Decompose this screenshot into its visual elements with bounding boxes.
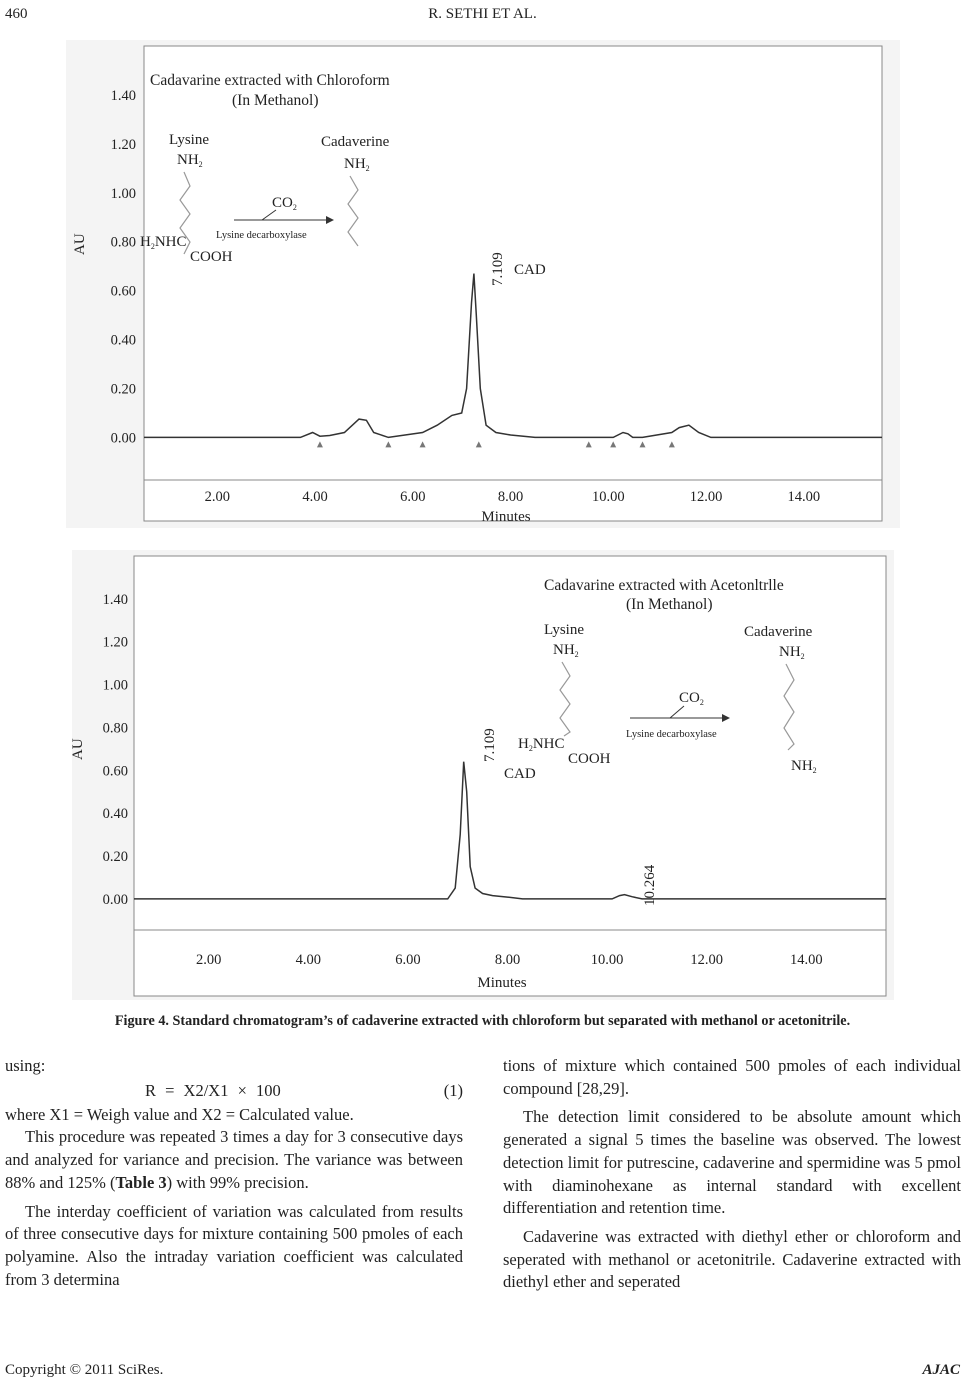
x-tick-label: 2.00 xyxy=(204,489,230,505)
y-tick-label: 0.60 xyxy=(102,763,128,780)
equation-text: R = X2/X1 × 100 xyxy=(145,1080,281,1100)
cadaverine-label: Cadaverine xyxy=(744,624,813,640)
x-tick-label: 10.00 xyxy=(591,489,625,505)
y-tick-label: 0.20 xyxy=(102,849,128,865)
x-tick-label: 12.00 xyxy=(690,952,724,968)
page-number: 460 xyxy=(5,6,28,22)
figure-caption: Figure 4. Standard chromatogram’s of cadaverine extracted with chloroform but separated with methanol or acetonitrile. xyxy=(114,1013,851,1029)
paragraph: tions of mixture which contained 500 pmoles of each individual compound [28,29]. xyxy=(503,1056,961,1098)
peak-retention-label: 7.109 xyxy=(482,728,498,762)
lysine-label: Lysine xyxy=(544,622,584,638)
cooh-label: COOH xyxy=(190,249,233,265)
y-tick-label: 0.40 xyxy=(102,806,128,823)
enzyme-label: Lysine decarboxylase xyxy=(626,729,717,740)
co2-label: $CO_2$ xyxy=(679,690,704,707)
y-tick-label: 0.60 xyxy=(110,283,136,300)
y-axis-label: AU xyxy=(70,738,86,760)
cooh-label: COOH xyxy=(568,751,611,767)
chromatogram-chloroform-svg xyxy=(66,40,900,528)
cadaverine-nh2-label: $NH_2$ xyxy=(344,156,370,173)
x-tick-label: 14.00 xyxy=(790,952,823,968)
x-tick-label: 4.00 xyxy=(302,489,328,505)
left-column xyxy=(5,1055,463,1291)
x-tick-label: 6.00 xyxy=(400,489,426,505)
x-tick-label: 14.00 xyxy=(787,489,821,505)
paragraph: The detection limit considered to be absolute amount which generated a signal 5 times the baseline was observed. The lowest detection limit for putrescine, cadaverine and spermidine was 5 pmol with diaminohexane as internal standard with excellent differentiation and retention time. xyxy=(503,1107,961,1218)
cadaverine-nh2-top-label: $NH_2$ xyxy=(779,644,805,661)
lysine-label: Lysine xyxy=(169,132,209,148)
x-tick-label: 4.00 xyxy=(295,952,321,968)
peak-retention-label: 7.109 xyxy=(490,252,506,286)
y-tick-label: 0.40 xyxy=(110,332,136,349)
x-axis-label: Minutes xyxy=(481,509,531,525)
y-axis-label: AU xyxy=(72,233,88,255)
peak-retention-label-2: 10.264 xyxy=(642,864,658,906)
copyright: Copyright © 2011 SciRes. xyxy=(5,1362,164,1378)
y-tick-label: 1.00 xyxy=(102,677,128,694)
chromatogram-acetonitrile xyxy=(72,550,894,1000)
journal-name: AJAC xyxy=(922,1362,960,1378)
co2-label: $CO_2$ xyxy=(272,195,297,212)
equation xyxy=(5,1078,463,1104)
paragraph: using: xyxy=(5,1056,46,1075)
peak-cad-label: CAD xyxy=(504,766,536,782)
running-title: R. SETHI ET AL. xyxy=(428,6,537,22)
chart-title: Cadavarine extracted with Chloroform xyxy=(150,72,390,89)
chromatogram-acetonitrile-svg xyxy=(72,550,894,1000)
h2nhc-label: $H_2NHC$ xyxy=(518,736,565,753)
enzyme-label: Lysine decarboxylase xyxy=(216,230,307,241)
right-column xyxy=(503,1055,961,1294)
y-tick-label: 0.00 xyxy=(102,891,128,908)
y-tick-label: 0.20 xyxy=(110,381,136,398)
chart-subtitle: (In Methanol) xyxy=(626,596,713,613)
x-tick-label: 2.00 xyxy=(196,952,222,968)
cadaverine-nh2-bottom-label: $NH_2$ xyxy=(791,758,817,775)
y-tick-label: 0.80 xyxy=(102,720,128,737)
x-tick-label: 6.00 xyxy=(395,952,421,968)
chart-subtitle: (In Methanol) xyxy=(232,92,319,109)
x-axis-label: Minutes xyxy=(477,975,527,991)
paragraph: where X1 = Weigh value and X2 = Calculated value. xyxy=(5,1104,354,1124)
chromatogram-chloroform xyxy=(66,40,900,528)
paragraph: The interday coefficient of variation was calculated from results of three consecutive days for mixture containing 500 pmoles of each polyamine. Also the intraday variation coefficient was calculated from 3 determina xyxy=(5,1201,463,1289)
x-tick-label: 8.00 xyxy=(494,952,521,968)
x-tick-label: 8.00 xyxy=(497,489,524,505)
chart-title: Cadavarine extracted with Acetonltrlle xyxy=(544,577,784,594)
y-tick-label: 1.40 xyxy=(102,591,128,608)
cadaverine-label: Cadaverine xyxy=(321,134,390,150)
table-ref: Table 3 xyxy=(115,1172,167,1192)
x-tick-label: 12.00 xyxy=(689,489,723,505)
paragraph: Cadaverine was extracted with diethyl ether or chloroform and seperated with methanol or acetonitrile. Cadaverine extracted with diethyl ether and seperated xyxy=(503,1226,961,1292)
y-tick-label: 0.80 xyxy=(110,234,136,251)
h2nhc-label: $H_2NHC$ xyxy=(140,234,187,251)
peak-cad-label: CAD xyxy=(514,262,546,278)
lysine-nh2-label: $NH_2$ xyxy=(177,152,203,169)
lysine-nh2-label: $NH_2$ xyxy=(553,642,579,659)
y-tick-label: 0.00 xyxy=(110,430,136,447)
y-tick-label: 1.20 xyxy=(102,634,128,651)
equation-number: (1) xyxy=(443,1080,463,1100)
y-tick-label: 1.00 xyxy=(110,185,136,202)
y-tick-label: 1.40 xyxy=(110,87,136,104)
x-tick-label: 10.00 xyxy=(590,952,624,968)
paragraph: This procedure was repeated 3 times a day for 3 consecutive days and analyzed for variance and precision. The variance was between 88% and 125% (Table 3) with 99% precision. xyxy=(5,1127,463,1192)
y-tick-label: 1.20 xyxy=(110,136,136,153)
